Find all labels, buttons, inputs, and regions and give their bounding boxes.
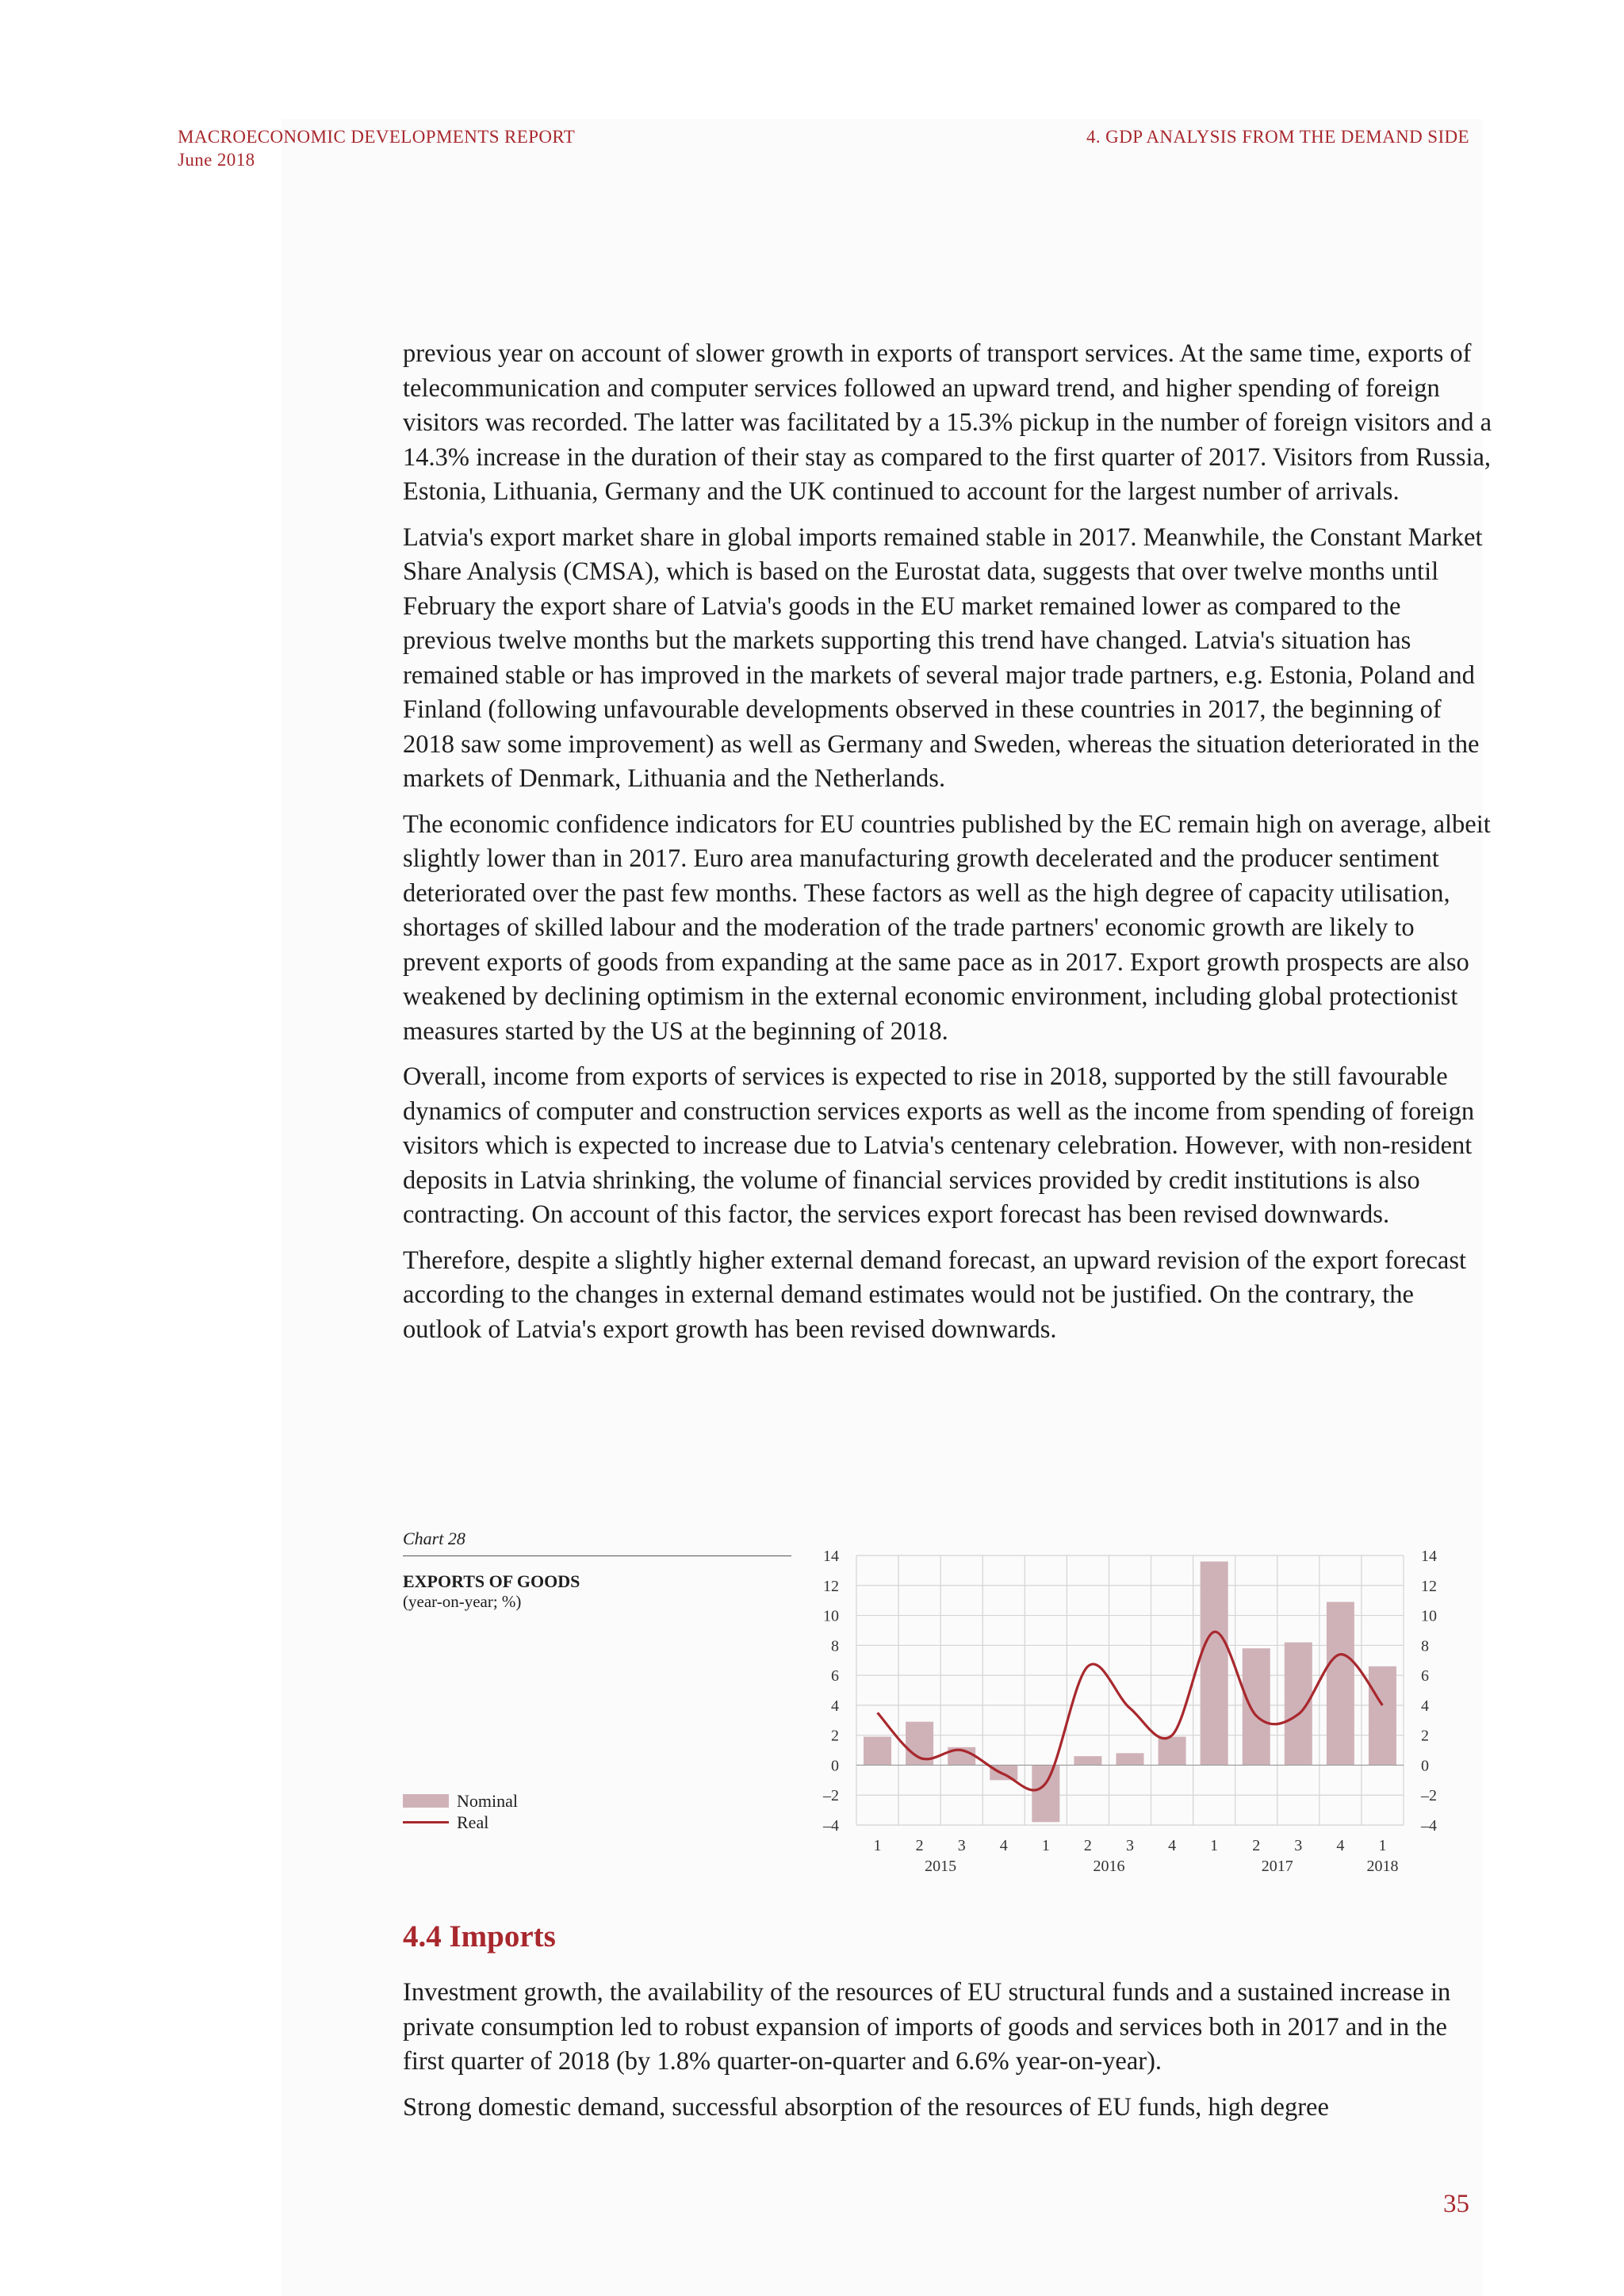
x-tick-label: 3 [1294,1837,1303,1854]
y-tick-label-left: 10 [823,1607,839,1625]
paragraph: Overall, income from exports of services is expected to rise in 2018, supported by the still favourable dynamics of computer and construction services exports as well as the income from spending of foreign visitors which is expected to increase due to Latvia's centenary celebration. However, with non-resident deposits in Latvia shrinking, the volume of financial services provided by credit institutions is also contracting. On account of this factor, the services export forecast has been revised downwards. [403,1062,1475,1229]
y-tick-label-left: 2 [831,1727,839,1745]
bar-nominal [1032,1765,1059,1822]
bar-nominal [864,1737,891,1766]
x-tick-label: 2 [1083,1837,1092,1854]
chart-title: EXPORTS OF GOODS [403,1571,580,1591]
report-date: June 2018 [178,150,255,170]
y-tick-label-right: –2 [1421,1787,1437,1805]
report-header [178,127,575,170]
bar-nominal [1201,1562,1228,1766]
paragraph: Therefore, despite a slightly higher external demand forecast, an upward revision of the export forecast according to the changes in external demand estimates would not be justified. On the contrary, the outlook of Latvia's export growth has been revised downwards. [403,1246,1467,1344]
report-title: MACROECONOMIC DEVELOPMENTS REPORT [178,127,576,147]
bar-nominal [1327,1602,1354,1766]
paragraph: Strong domestic demand, successful absorption of the resources of EU funds, high degree [403,2092,1329,2122]
chart-subtitle: (year-on-year; %) [403,1592,522,1611]
y-tick-label-right: 2 [1421,1727,1429,1745]
chart-number: Chart 28 [403,1529,791,1556]
x-tick-label: 1 [1041,1837,1050,1854]
y-tick-label-left: –4 [823,1817,839,1835]
y-tick-label-left: 6 [831,1667,839,1686]
paragraph: previous year on account of slower growth in exports of transport services. At the same time, exports of telecommunication and computer services followed an upward trend, and higher spending of foreign visitors was recorded. The latter was facilitated by a 15.3% pickup in the number of foreign visitors and a 14.3% increase in the duration of their stay as compared to the first quarter of 2017. Visitors from Russia, Estonia, Lithuania, Germany and the UK continued to account for the largest number of arrivals. [403,339,1492,506]
bar-nominal [1159,1737,1186,1766]
bar-nominal [1243,1648,1270,1765]
y-tick-label-left: 14 [823,1548,839,1565]
x-tick-label: 4 [1336,1837,1345,1854]
x-tick-label: 2 [915,1837,924,1854]
section-title: 4.4 Imports [403,1919,556,1954]
bar-nominal [1074,1756,1101,1765]
bar-nominal [1369,1667,1396,1766]
x-tick-label: 4 [999,1837,1008,1854]
y-tick-label-right: 14 [1421,1548,1437,1565]
y-tick-label-right: 12 [1421,1577,1437,1595]
paragraph: Latvia's export market share in global imports remained stable in 2017. Meanwhile, the Constant Market Share Analysis (CMSA), which is based on the Eurostat data, suggests that over twelve months until February the export share of Latvia's goods in the EU market remained lower as compared to the previous twelve months but the markets supporting this trend have changed. Latvia's situation has remained stable or has improved in the markets of several major trade partners, e.g. Estonia, Poland and Finland (following unfavourable developments observed in these countries in 2017, the beginning of 2018 saw some improvement) as well as Germany and Sweden, whereas the situation deteriorated in the markets of Denmark, Lithuania and the Netherlands. [403,522,1483,793]
legend-item-real [403,1812,518,1833]
x-year-label: 2018 [1366,1858,1399,1875]
y-tick-label-left: –2 [823,1787,839,1805]
y-tick-label-right: 4 [1421,1697,1429,1715]
x-tick-label: 1 [1378,1837,1387,1854]
page-number: 35 [1443,2190,1469,2218]
section-header: 4. GDP ANALYSIS FROM THE DEMAND SIDE [1086,127,1469,147]
x-year-label: 2017 [1261,1858,1293,1875]
y-tick-label-right: 10 [1421,1607,1437,1625]
legend-swatch-line [403,1821,449,1823]
x-tick-label: 2 [1252,1837,1261,1854]
chart-legend [403,1790,518,1833]
y-tick-label-left: 12 [823,1577,839,1595]
legend-label: Real [457,1812,489,1832]
x-tick-label: 1 [1210,1837,1219,1854]
y-tick-label-left: 4 [831,1697,839,1715]
y-tick-label-left: 0 [831,1757,839,1775]
x-tick-label: 3 [1126,1837,1134,1854]
exports-chart [809,1538,1451,1887]
y-tick-label-right: 8 [1421,1637,1429,1655]
main-text [403,337,1493,1358]
x-tick-label: 4 [1168,1837,1177,1854]
bar-nominal [1116,1753,1143,1765]
paragraph: Investment growth, the availability of the resources of EU structural funds and a sustained increase in private consumption led to robust expansion of imports of goods and services both in 2017 and in the first quarter of 2018 (by 1.8% quarter-on-quarter and 6.6% year-on-year). [403,1978,1451,2076]
y-tick-label-right: –4 [1421,1817,1437,1835]
y-tick-label-right: 6 [1421,1667,1429,1686]
section-text [403,1976,1493,2136]
legend-swatch-bar [403,1794,449,1808]
y-tick-label-right: 0 [1421,1757,1429,1775]
x-tick-label: 3 [957,1837,966,1854]
legend-item-nominal [403,1790,518,1812]
x-tick-label: 1 [873,1837,882,1854]
paragraph: The economic confidence indicators for EU countries published by the EC remain high on average, albeit slightly lower than in 2017. Euro area manufacturing growth decelerated and the producer sentiment deteriorated over the past few months. These factors as well as the high degree of capacity utilisation, shortages of skilled labour and the moderation of the trade partners' economic growth are likely to prevent exports of goods from expanding at the same pace as in 2017. Export growth prospects are also weakened by declining optimism in the external economic environment, including global protectionist measures started by the US at the beginning of 2018. [403,809,1491,1046]
y-tick-label-left: 8 [831,1637,839,1655]
x-year-label: 2016 [1093,1858,1125,1875]
legend-label: Nominal [457,1790,518,1811]
x-year-label: 2015 [925,1858,957,1875]
